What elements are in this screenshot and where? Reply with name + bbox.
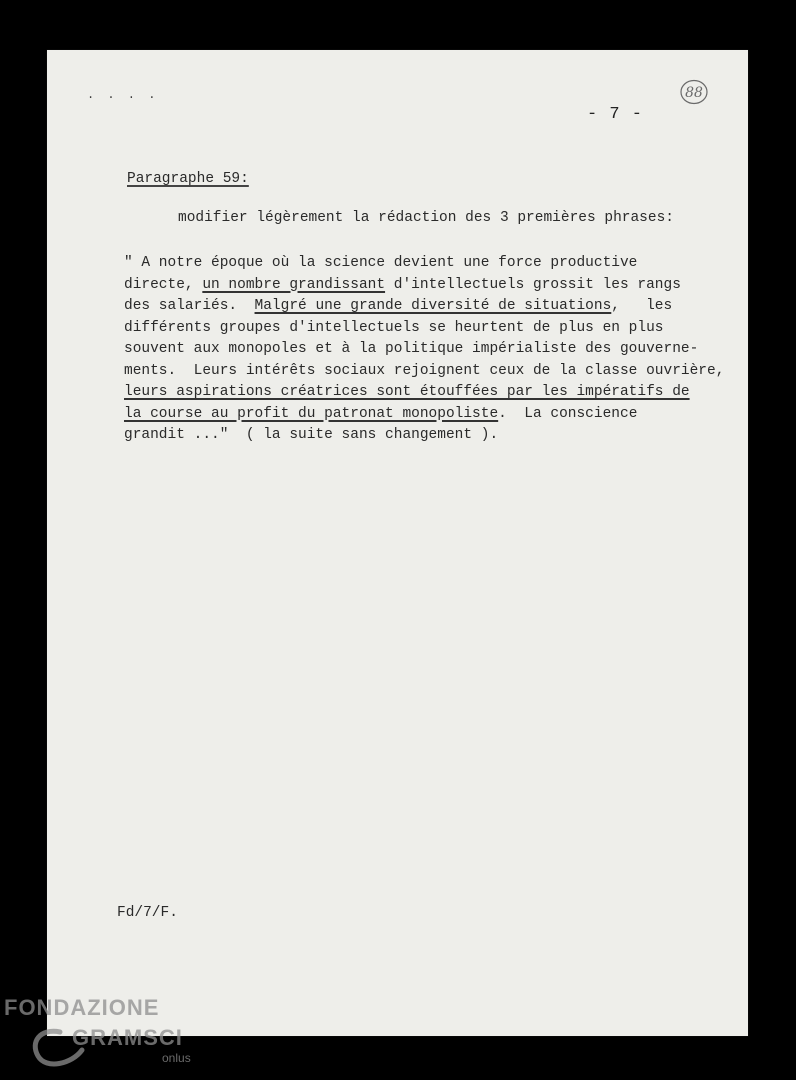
intro-line: modifier légèrement la rédaction des 3 premières phrases:	[178, 210, 674, 226]
document-reference: Fd/7/F.	[117, 905, 178, 921]
handwritten-page-number	[679, 78, 709, 106]
leading-dots: . . . .	[87, 88, 159, 102]
text-segment: " A notre époque où la science devient une force productive	[124, 255, 638, 271]
quoted-body-text	[124, 253, 744, 447]
body-line	[124, 382, 744, 404]
watermark-line-2: GRAMSCI	[72, 1025, 183, 1050]
watermark-swoosh-icon	[35, 1031, 82, 1064]
body-line	[124, 296, 744, 318]
text-segment: grandit ..." ( la suite sans changement ).	[124, 427, 499, 443]
text-segment: d'intellectuels grossit les rangs	[385, 276, 681, 293]
text-segment: ments. Leurs intérêts sociaux rejoignent ceux de la classe ouvrière,	[124, 362, 725, 379]
text-segment: directe,	[124, 276, 203, 293]
handwritten-number-text: 88	[685, 85, 703, 101]
text-segment: souvent aux monopoles et à la politique impérialiste des gouverne-	[124, 341, 699, 357]
document-page	[47, 50, 748, 1036]
text-segment: , les	[611, 298, 673, 314]
body-line	[124, 425, 744, 447]
paragraph-heading	[127, 171, 249, 187]
text-segment: différents groupes d'intellectuels se heurtent de plus en plus	[124, 319, 664, 336]
body-line	[124, 275, 744, 297]
body-line	[124, 318, 744, 340]
watermark-line-3: onlus	[162, 1051, 191, 1065]
body-line	[124, 404, 744, 426]
text-segment: . La conscience	[498, 405, 638, 422]
text-segment: des salariés.	[124, 298, 255, 314]
page-number: - 7 -	[587, 105, 644, 124]
underlined-phrase: Malgré une grande diversité de situations	[254, 298, 612, 314]
body-line	[124, 253, 744, 275]
body-line	[124, 339, 744, 361]
body-line	[124, 361, 744, 383]
underlined-phrase: leurs aspirations créatrices sont étouffées par les impératifs de	[124, 384, 690, 400]
paragraph-heading-text: Paragraphe 59:	[127, 171, 249, 187]
underlined-phrase: un nombre grandissant	[202, 276, 386, 293]
underlined-phrase: la course au profit du patronat monopoliste	[124, 405, 499, 422]
watermark-line-1: FONDAZIONE	[4, 995, 160, 1020]
